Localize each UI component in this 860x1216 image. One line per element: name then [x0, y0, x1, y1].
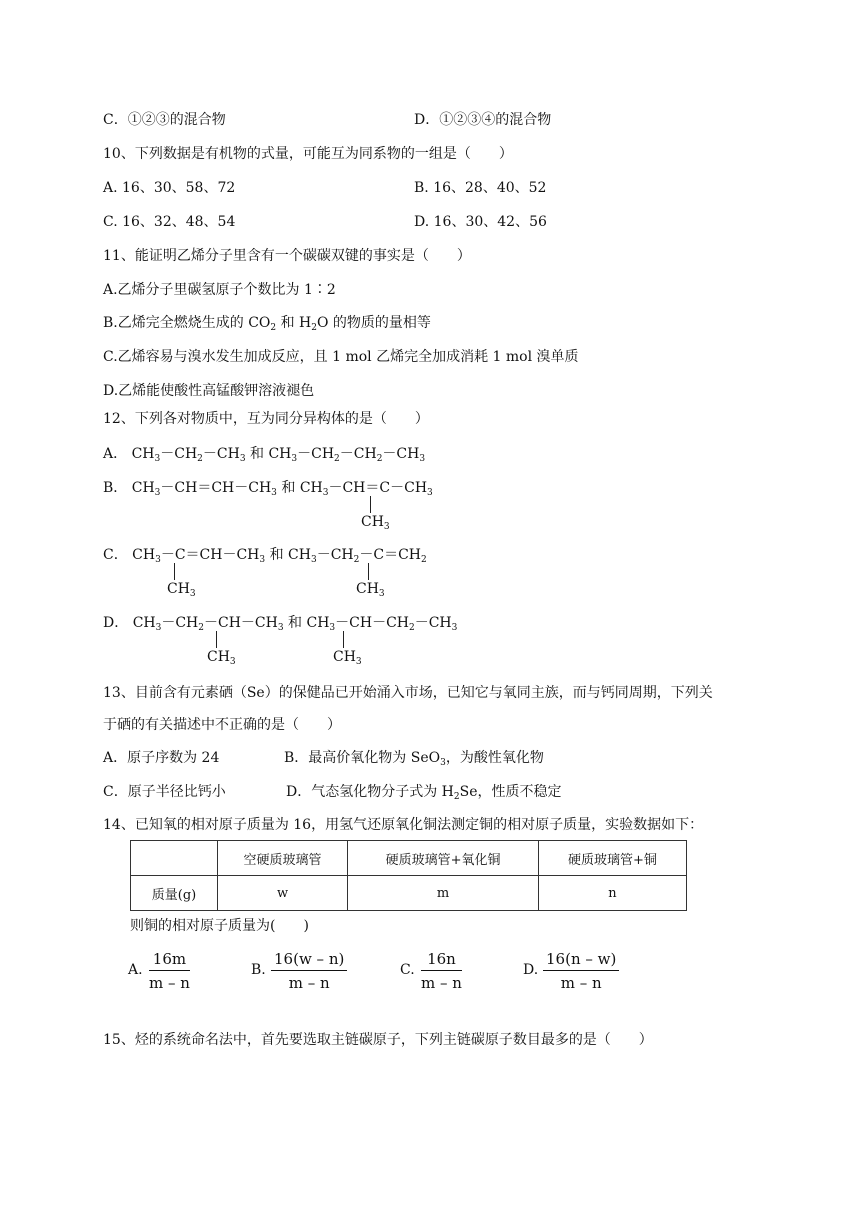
- q14-option-b-fraction: $\frac{16(w - n)}{m - n}$: [271, 950, 347, 992]
- q11-option-b: B.乙烯完全燃烧生成的 $CO_2$ 和 $H_2O$ 的物质的量相等: [103, 315, 431, 333]
- q14-stem: 14、已知氧的相对原子质量为 16，用氢气还原氧化铜法测定铜的相对原子质量，实验数据如下：: [103, 817, 704, 833]
- q10-stem: 10、下列数据是有机物的式量，可能互为同系物的一组是（ ）: [103, 146, 513, 162]
- q12d-methyl-left: $CH_3$: [207, 649, 236, 667]
- q14-option-c-label: C.: [400, 962, 415, 978]
- q12-option-b: B． $CH_3-CH=CH-CH_3$ 和 $CH_3-CH=C-CH_3$: [103, 480, 433, 498]
- table-row: [131, 876, 687, 911]
- table-header-cell: 硬质玻璃管+氧化铜: [348, 841, 539, 876]
- q12-option-a: A． $CH_3-CH_2-CH_3$ 和 $CH_3-CH_2-CH_2-CH_3$: [103, 446, 426, 464]
- q11-option-d: D.乙烯能使酸性高锰酸钾溶液褪色: [103, 383, 315, 399]
- q12c-methyl-right: $CH_3$: [356, 581, 385, 599]
- q13-option-c: C．原子半径比钙小: [103, 784, 226, 800]
- q10-option-b: B. 16、28、40、52: [414, 180, 547, 196]
- q14-question: 则铜的相对原子质量为( ): [130, 918, 309, 934]
- q11-stem: 11、能证明乙烯分子里含有一个碳碳双键的事实是（ ）: [103, 248, 471, 264]
- q14-option-a-label: A.: [128, 962, 143, 978]
- q14-option-d-label: D.: [523, 962, 539, 978]
- q12d-methyl-right: $CH_3$: [333, 649, 362, 667]
- q12-stem: 12、下列各对物质中，互为同分异构体的是（ ）: [103, 411, 429, 427]
- q13-option-a: A．原子序数为 24: [103, 750, 220, 766]
- q12c-bond-line-right: [368, 563, 369, 580]
- table-cell: w: [218, 876, 348, 911]
- q13-option-b: B．最高价氧化物为 SeO$_3$，为酸性氧化物: [284, 750, 544, 768]
- q14-option-a-fraction: $\frac{16m}{m - n}$: [149, 950, 190, 992]
- q12-option-d: D． $CH_3-CH_2-CH-CH_3$ 和 $CH_3-CH-CH_2-CH_3$: [103, 615, 458, 633]
- table-header-cell: 硬质玻璃管+铜: [538, 841, 686, 876]
- table-cell: m: [348, 876, 539, 911]
- q12d-bond-line-left: [216, 631, 217, 648]
- q14-option-c-fraction: $\frac{16n}{m - n}$: [421, 950, 462, 992]
- table-cell: n: [538, 876, 686, 911]
- q14-option-b-label: B.: [251, 962, 266, 978]
- q11-option-a: A.乙烯分子里碳氢原子个数比为 1∶2: [103, 282, 336, 298]
- q14-option-d-fraction: $\frac{16(n - w)}{m - n}$: [543, 950, 619, 992]
- q9-option-c: C．①②③的混合物: [103, 112, 226, 128]
- q12b-bond-line: [370, 496, 371, 513]
- q12-option-c: C． $CH_3-C=CH-CH_3$ 和 $CH_3-CH_2-C=CH_2$: [103, 547, 427, 565]
- q10-option-a: A. 16、30、58、72: [103, 180, 236, 196]
- q15-stem: 15、烃的系统命名法中，首先要选取主链碳原子，下列主链碳原子数目最多的是（ ）: [103, 1032, 653, 1048]
- q11-option-c: C.乙烯容易与溴水发生加成反应，且 1 mol 乙烯完全加成消耗 1 mol 溴单质: [103, 349, 579, 365]
- q13-option-d: D．气态氢化物分子式为 $H_2Se$，性质不稳定: [286, 784, 562, 802]
- q14-data-table: [130, 840, 687, 911]
- table-header-cell: [131, 841, 218, 876]
- table-header-cell: 空硬质玻璃管: [218, 841, 348, 876]
- table-header-row: [131, 841, 687, 876]
- q13-stem-line1: 13、目前含有元素硒（Se）的保健品已开始涌入市场，已知它与氧同主族，而与钙同周期，下列关: [103, 685, 713, 701]
- table-cell: 质量(g): [131, 876, 218, 911]
- q12b-methyl: $CH_3$: [361, 514, 390, 532]
- q9-option-d: D．①②③④的混合物: [414, 112, 552, 128]
- q12c-bond-line-left: [174, 563, 175, 580]
- q12c-methyl-left: $CH_3$: [167, 581, 196, 599]
- q10-option-d: D. 16、30、42、56: [414, 214, 547, 230]
- q13-stem-line2: 于硒的有关描述中不正确的是（ ）: [103, 717, 341, 733]
- q10-option-c: C. 16、32、48、54: [103, 214, 236, 230]
- q12d-bond-line-right: [343, 631, 344, 648]
